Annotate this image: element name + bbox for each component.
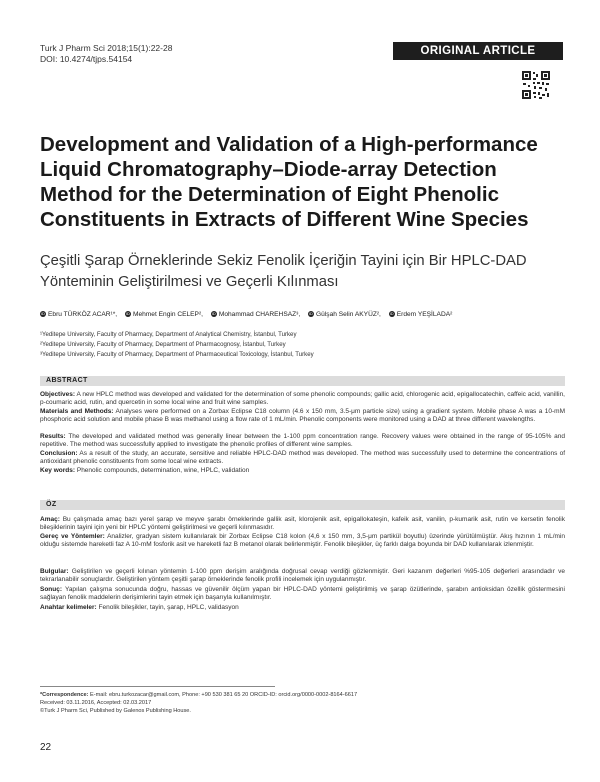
text: The developed and validated method was generally linear between the 1-100 ppm concentration range. Recovery values were obtained in the range of 95-105% and repetitive. The method was successfully applied to investigate the phenolic profiles of different wine samples. [40, 433, 565, 449]
abstract-conclusion [40, 450, 565, 466]
abstract-objectives [40, 391, 565, 407]
article-title-turkish: Çeşitli Şarap Örneklerinde Sekiz Fenolik İçeriğin Tayini için Bir HPLC-DAD Yönteminin Geliştirilmesi ve Geçerli Kılınması [40, 253, 527, 290]
abstract-methods [40, 408, 565, 424]
text: Geliştirilen ve geçerli kılınan yöntemin 1-100 ppm derişim aralığında doğrusal cevap verdiği gözlenmiştir. Geri kazanım değerleri %95-105 değerleri arasındadır ve tekrarlanabilir sonuçlardır. Geliştirilen yöntem çeşitli şarap örneklerinde fenolik profili incelemek için uygulanmıştır. [40, 568, 565, 584]
text: Yapılan çalışma sonucunda doğru, hassas ve güvenilir ölçüm yapan bir HPLC-DAD yöntemi geliştirilmiş ve şarap özütlerinde, şarabın antioksidan özellik göstermesini sağlayan fenolik maddelerin derişimlerini tayin etmek için başarıyla kullanılmıştır. [40, 586, 565, 602]
orcid-icon: iD [211, 311, 216, 317]
affiliations [40, 330, 565, 360]
text: Analyses were performed on a Zorbax Eclipse C18 column (4.6 x 150 mm, 3.5-μm particle size) using a gradient system. Mobile phase A was a 10-mM phosphoric acid solution and mobile phase B was methanol using a flow rate of 1 mL/min. Phenolic components were monitored using a DAD at three different wavelengths. [40, 408, 565, 424]
text: Phenolic compounds, determination, wine, HPLC, validation [75, 467, 250, 474]
orcid-icon: iD [389, 311, 394, 317]
orcid-icon: iD [126, 311, 130, 317]
affiliation: ²Yeditepe University, Faculty of Pharmacy, Department of Pharmacognosy, İstanbul, Turkey [40, 341, 286, 348]
footnote-divider [40, 686, 275, 687]
label: *Correspondence: [40, 692, 89, 698]
oz-sonuc [40, 586, 565, 602]
affiliation: ¹Yeditepe University, Faculty of Pharmacy, Department of Analytical Chemistry, İstanbul, Turkey [40, 331, 297, 338]
oz-anahtar [40, 604, 565, 612]
label: Bulgular: [40, 568, 69, 575]
text: Analizler, gradyan sistem kullanılarak bir Zorbax Eclipse C18 kolon (4,6 x 150 mm, 3,5-μm partikül boyutlu) üzerinde yürütülmüştür. Akış hızının 1 mL/min olduğu sistemde hareketli faz A 10-mM fosforik asit ve hareketli faz B metanol olarak belirlenmiştir. Fenolik bileşikler, üç farklı dalga boyunda bir DAD kullanılarak izlenmiştir. [40, 533, 565, 549]
label: Gereç ve Yöntemler: [40, 533, 105, 540]
label: Anahtar kelimeler: [40, 604, 97, 611]
orcid-icon: iD [41, 311, 45, 317]
label: Conclusion: [40, 450, 78, 457]
page-number: 22 [40, 742, 52, 753]
oz-heading: ÖZ [40, 500, 565, 510]
label: Materials and Methods: [40, 408, 114, 415]
correspondence-line [40, 691, 565, 699]
abstract-results [40, 433, 565, 449]
label: Objectives: [40, 391, 76, 398]
text: Bu çalışmada amaç bazı yerel şarap ve meyve şarabı örneklerinde gallik asit, klorojenik asit, epigallokateşin, kafeik asit, vanilin, p-kumarik asit, rutin ve kersetin fenolik bileşiklerinin tayini için yeni bir HPLC yöntemi geliştirilmesi ve geçerli kılınmasıdır. [40, 516, 565, 532]
author-name: Mohammad CHAREHSAZ³, [218, 311, 301, 318]
qr-code-icon [521, 70, 551, 100]
text: A new HPLC method was developed and validated for the determination of some phenolic compounds; gallic acid, chlorogenic acid, epigallocatechin, caffeic acid, vanillin, p-coumaric acid, rutin, and quercetin in some local wine and fruit wine samples. [40, 391, 565, 407]
author-name: Erdem YEŞİLADA² [396, 311, 453, 318]
journal-citation-block [40, 43, 172, 65]
doi: DOI: 10.4274/tjps.54154 [40, 54, 133, 64]
abstract-heading: ABSTRACT [40, 376, 565, 386]
affiliation: ³Yeditepe University, Faculty of Pharmacy, Department of Pharmaceutical Toxicology, İstanbul, Turkey [40, 351, 314, 358]
label: Results: [40, 433, 66, 440]
label: Key words: [40, 467, 76, 474]
abstract-keywords [40, 467, 565, 475]
author-list [40, 310, 565, 319]
author-name: Ebru TÜRKÖZ ACAR¹*, [48, 311, 118, 318]
label: Amaç: [40, 516, 60, 523]
oz-gerec [40, 533, 565, 549]
text: E-mail: ebru.turkozacar@gmail.com, Phone: +90 530 381 65 20 ORCID-ID: orcid.org/0000-0002-8164-6617 [88, 692, 358, 698]
copyright-line: ©Turk J Pharm Sci, Published by Galenos Publishing House. [40, 708, 191, 715]
oz-bulgular [40, 568, 565, 584]
footnote [40, 691, 565, 716]
orcid-icon: iD [309, 311, 313, 317]
received-line: Received: 03.11.2016, Accepted: 02.03.2017 [40, 700, 152, 707]
article-title: Development and Validation of a High-performance Liquid Chromatography–Diode-array Detection Method for the Determination of Eight Phenolic Constituents in Extracts of Different Wine Species [40, 133, 538, 231]
author-name: Gülşah Selin AKYÜZ², [316, 311, 381, 318]
text: As a result of the study, an accurate, sensitive and reliable HPLC-DAD method was developed. The method was successfully used to determine the concentrations of antioxidant phenolic constituents from some local wine extracts. [40, 450, 565, 466]
author-name: Mehmet Engin CELEP², [132, 311, 203, 318]
journal-citation: Turk J Pharm Sci 2018;15(1):22-28 [40, 43, 173, 53]
label: Sonuç: [40, 586, 63, 593]
oz-amac [40, 516, 565, 532]
article-type-badge: ORIGINAL ARTICLE [393, 42, 563, 60]
text: Fenolik bileşikler, tayin, şarap, HPLC, validasyon [96, 604, 239, 611]
